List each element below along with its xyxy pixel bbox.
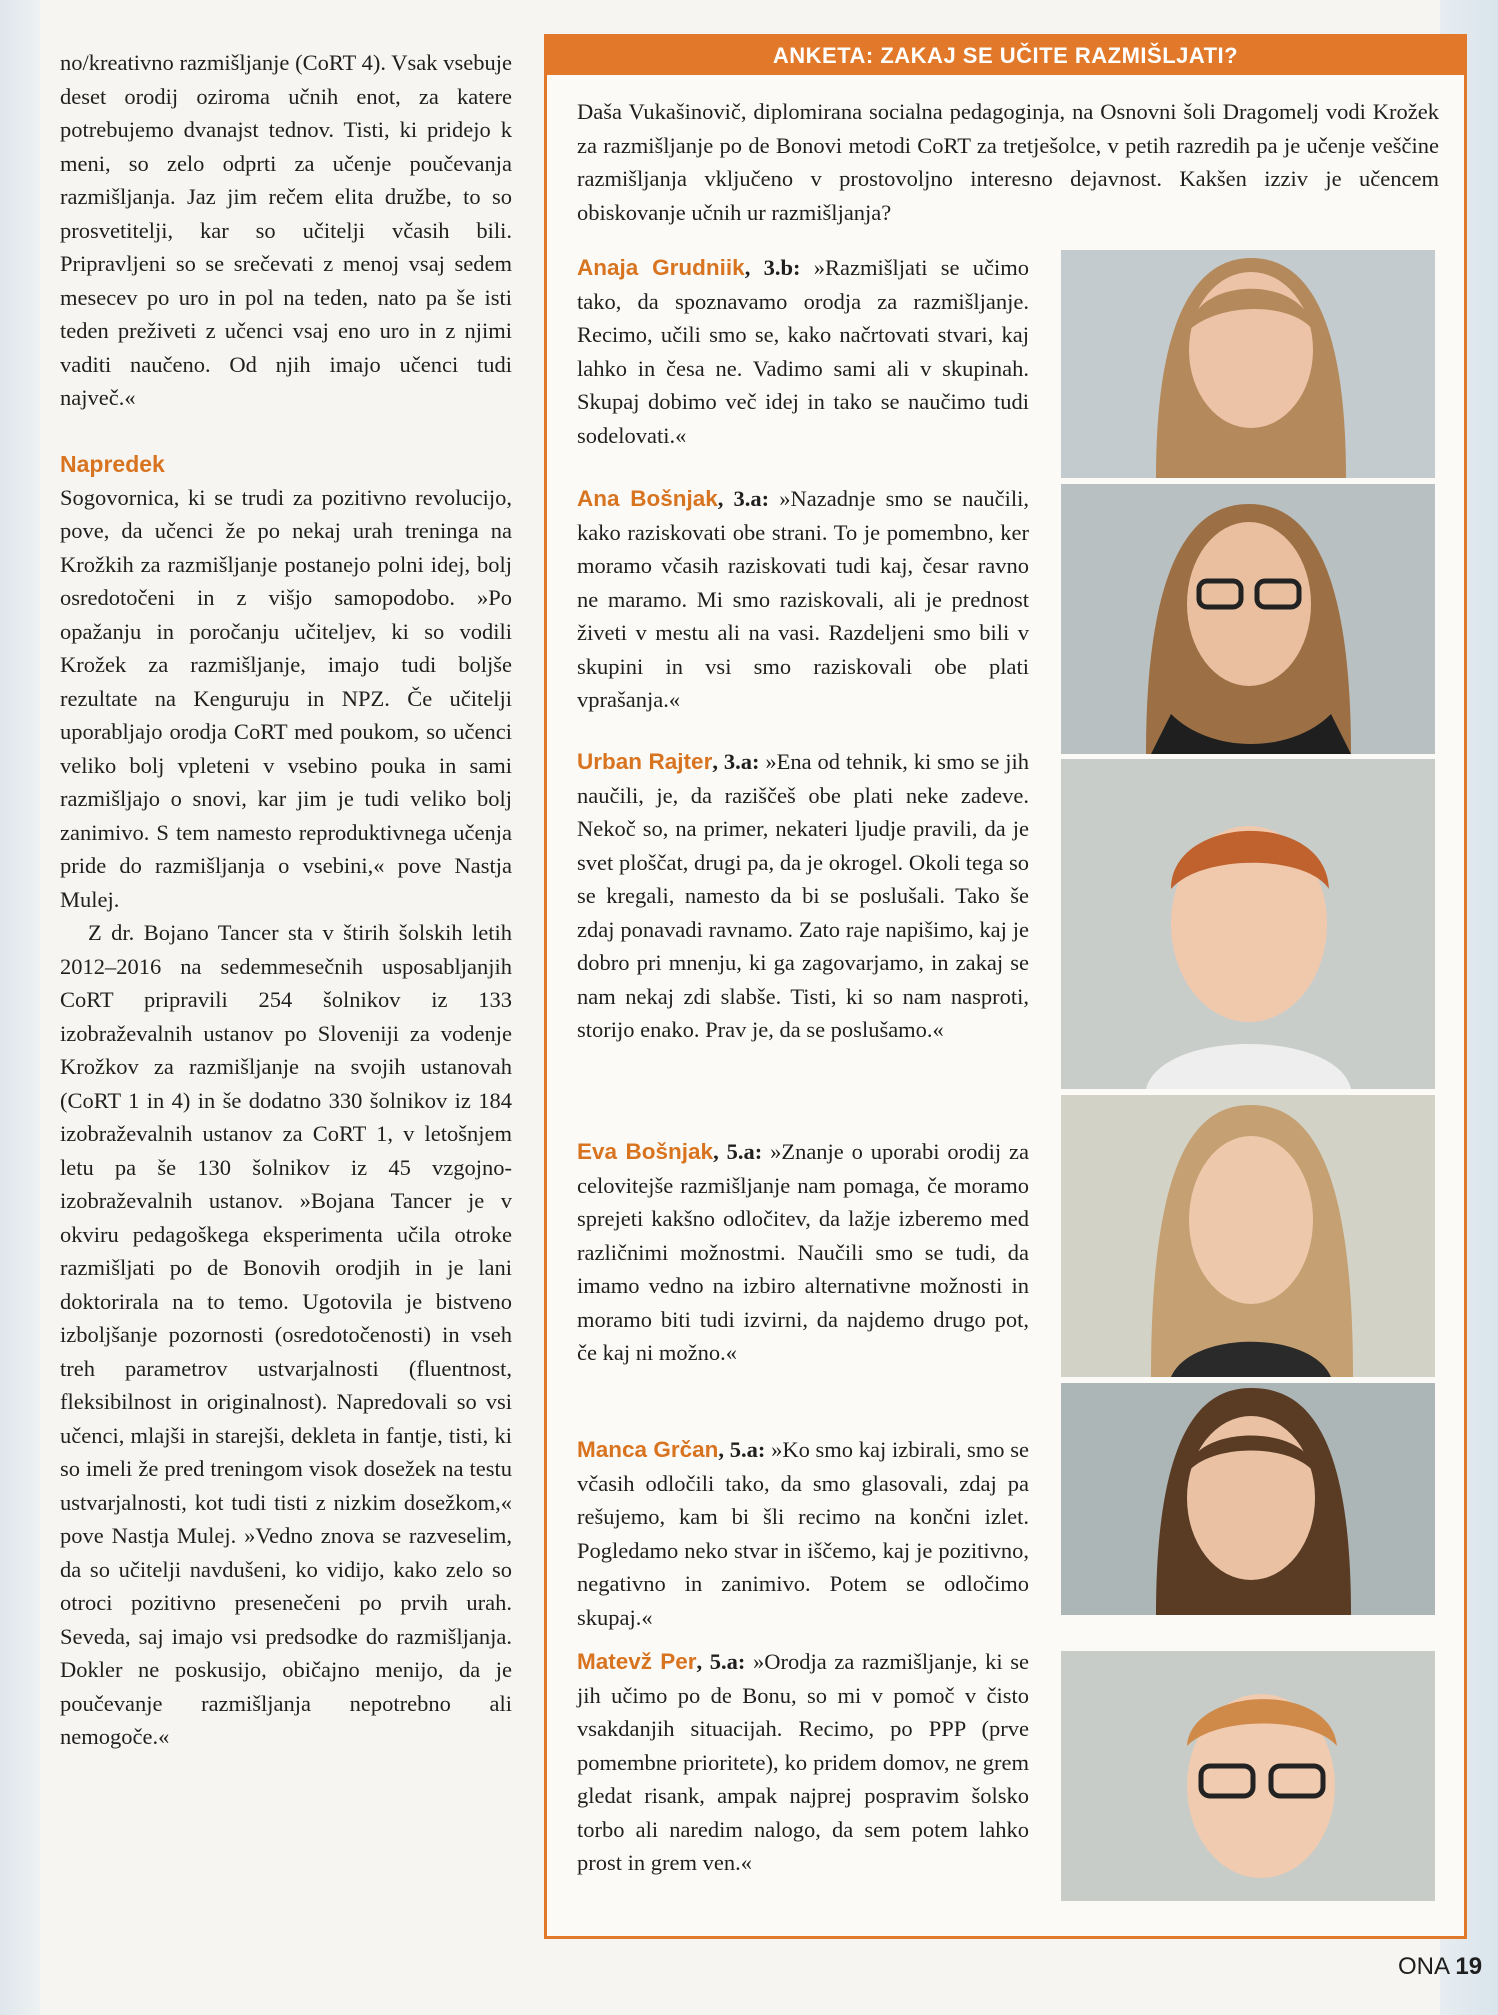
student-class: , 5.a: <box>696 1649 746 1674</box>
student-quote: »Razmišljati se učimo tako, da spoznavamo orodja za razmišljanje. Recimo, učili smo se, kako načrtovati stvari, kaj lahko in česa ne. Vadimo sami ali v skupinah. Skupaj dobimo več idej in tako se naučimo tudi sodelovati.« <box>577 255 1029 448</box>
survey-entry <box>577 482 1029 717</box>
survey-entry <box>577 251 1029 452</box>
student-class: , 3.a: <box>712 749 760 774</box>
student-photo <box>1061 1095 1435 1377</box>
student-name: Ana Bošnjak <box>577 486 718 511</box>
student-class: , 3.b: <box>744 255 801 280</box>
student-name: Eva Bošnjak <box>577 1139 714 1164</box>
article-paragraph: no/kreativno razmišljanje (CoRT 4). Vsak vsebuje deset orodij oziroma učnih enot, za katere potrebujemo dvanajst tednov. Tisti, ki pridejo k meni, so zelo odprti za učenje poučevanja razmišljanja. Jaz jim rečem elita družbe, to so prosvetitelji, kar so učitelji včasih bili. Pripravljeni so se srečevati z menoj vsaj sedem mesecev po uro in pol na teden, nato pa še isti teden preživeti z učenci vsaj eno uro in z njimi vaditi naučeno. Od njih imajo učenci tudi največ.« <box>60 50 512 410</box>
page-footer <box>1398 1953 1482 1981</box>
student-quote: »Znanje o uporabi orodij za celovitejše razmišljanje nam pomaga, če moramo sprejeti kakšno odločitev, da lažje izberemo med različnimi možnostmi. Naučili smo se tudi, da imamo vedno na izbiro alternativne možnosti in moramo biti tudi izvirni, da najdemo drugo pot, če kaj ni možno.« <box>577 1139 1029 1365</box>
survey-entry <box>577 1135 1029 1370</box>
student-photo <box>1061 1383 1435 1615</box>
section-subheading: Napredek <box>60 450 165 477</box>
student-photo <box>1061 250 1435 478</box>
student-class: , 5.a: <box>718 1437 766 1462</box>
student-class: , 5.a: <box>713 1139 763 1164</box>
page-number: 19 <box>1455 1953 1483 1980</box>
portrait-illustration <box>1061 1383 1435 1615</box>
student-photo <box>1061 1651 1435 1901</box>
student-photo <box>1061 484 1435 754</box>
student-photo <box>1061 759 1435 1089</box>
survey-intro: Daša Vukašinovič, diplomirana socialna pedagoginja, na Osnovni šoli Dragomelj vodi Krožek za razmišljanje po de Bonovi metodi CoRT za tretješolce, v petih razredih pa je učenje veščine razmišljanja vključeno v prostovoljno interesno dejavnost. Kakšen izziv je učencem obiskovanje učnih ur razmišljanja? <box>577 99 1439 225</box>
student-quote: »Ena od tehnik, ki smo se jih naučili, je, da raziščeš obe plati neke zadeve. Nekoč so, na primer, nekateri ljudje pravili, da je svet ploščat, drugi pa, da je okrogel. Okoli tega so se kregali, namesto da bi se poslušali. Tako še zdaj ponavadi ravnamo. Zato raje napišimo, kaj je dobro pri mnenju, ki ga zagovarjamo, in zakaj se nam nekaj zdi slabše. Tisti, ki so nam nasproti, storijo enako. Prav je, da se poslušamo.« <box>577 749 1029 1042</box>
survey-entry <box>577 1433 1029 1634</box>
survey-entry <box>577 1645 1029 1880</box>
adjacent-page-edge <box>0 0 40 2015</box>
student-name: Urban Rajter <box>577 749 713 774</box>
student-class: , 3.a: <box>717 486 770 511</box>
survey-entry <box>577 745 1029 1047</box>
portrait-illustration <box>1061 759 1435 1089</box>
portrait-illustration <box>1061 1095 1435 1377</box>
student-quote: »Nazadnje smo se naučili, kako raziskovati obe strani. To je pomembno, ker moramo včasih raziskovati tudi kaj, česar ravno ne maramo. Mi smo raziskovali, ali je prednost živeti v mestu ali na vasi. Razdeljeni smo bili v skupini in vsi smo raziskovali obe plati vprašanja.« <box>577 486 1029 712</box>
portrait-illustration <box>1061 484 1435 754</box>
article-paragraph: Z dr. Bojano Tancer sta v štirih šolskih letih 2012–2016 na sedemmesečnih usposabljanjih CoRT pripravili 254 šolnikov iz 133 izobraževalnih ustanov po Sloveniji za vodenje Krožkov za razmišljanje na svojih ustanovah (CoRT 1 in 4) in še dodatno 330 šolnikov iz 184 izobraževalnih ustanov za CoRT 1, v letošnjem letu pa še 130 šolnikov iz 45 vzgojno-izobraževalnih ustanov. »Bojana Tancer je v okviru pedagoškega eksperimenta učila otroke razmišljati po de Bonovih orodjih in je lani doktorirala na to temo. Ugotovila je bistveno izboljšanje pozornosti (osredotočenosti) in vseh treh parametrov ustvarjalnosti (fluentnost, fleksibilnost in originalnost). Napredovali so vsi učenci, mlajši in starejši, dekleta in fantje, tisti, ki so imeli že pred treningom visok dosežek na testu ustvarjalnosti, kot tudi tisti z nizkim dosežkom,« pove Nastja Mulej. »Vedno znova se razveselim, da so učitelji navdušeni, ko vidijo, kako zelo so otroci pozitivno presenečeni po prvih urah. Seveda, saj imajo vsi predsodke do razmišljanja. Dokler ne poskusijo, običajno menijo, da je poučevanje razmišljanja nepotrebno ali nemogoče.« <box>60 920 512 1749</box>
student-name: Manca Grčan <box>577 1437 719 1462</box>
survey-box <box>544 34 1467 1939</box>
article-left-column <box>60 46 512 1754</box>
magazine-name: ONA <box>1398 1953 1449 1980</box>
survey-title: ANKETA: ZAKAJ SE UČITE RAZMIŠLJATI? <box>547 37 1464 75</box>
portrait-illustration <box>1061 250 1435 478</box>
student-quote: »Orodja za razmišljanje, ki se jih učimo po de Bonu, so mi v pomoč v čisto vsakdanjih situacijah. Recimo, po PPP (prve pomembne prioritete), ko pridem domov, ne grem gledat risank, ampak najprej pospravim šolsko torbo ali naredim nalogo, da sem potem lahko prost in grem ven.« <box>577 1649 1029 1875</box>
article-paragraph: Sogovornica, ki se trudi za pozitivno revolucijo, pove, da učenci že po nekaj urah treninga na Krožkih za razmišljanje postanejo polni idej, bolj osredotočeni in z višjo samopodobo. »Po opažanju in poročanju učiteljev, ki so vodili Krožek za razmišljanje, imajo tudi boljše rezultate na Kenguruju in NPZ. Če učitelji uporabljajo orodja CoRT med poukom, so učenci veliko bolj vpleteni v vsebino pouka in sami razmišljajo o snovi, kar jim je tudi veliko bolj zanimivo. S tem namesto reproduktivnega učenja pride do razmišljanja o vsebini,« pove Nastja Mulej. <box>60 484 512 912</box>
student-quote: »Ko smo kaj izbirali, smo se včasih odločili tako, da smo glasovali, zdaj pa rešujemo, kam bi šli recimo na končni izlet. Pogledamo neko stvar in iščemo, kaj je pozitivno, negativno in zanimivo. Potem se odločimo skupaj.« <box>577 1437 1030 1630</box>
student-name: Matevž Per <box>577 1649 697 1674</box>
student-name: Anaja Grudniik <box>577 255 745 280</box>
portrait-illustration <box>1061 1651 1435 1901</box>
